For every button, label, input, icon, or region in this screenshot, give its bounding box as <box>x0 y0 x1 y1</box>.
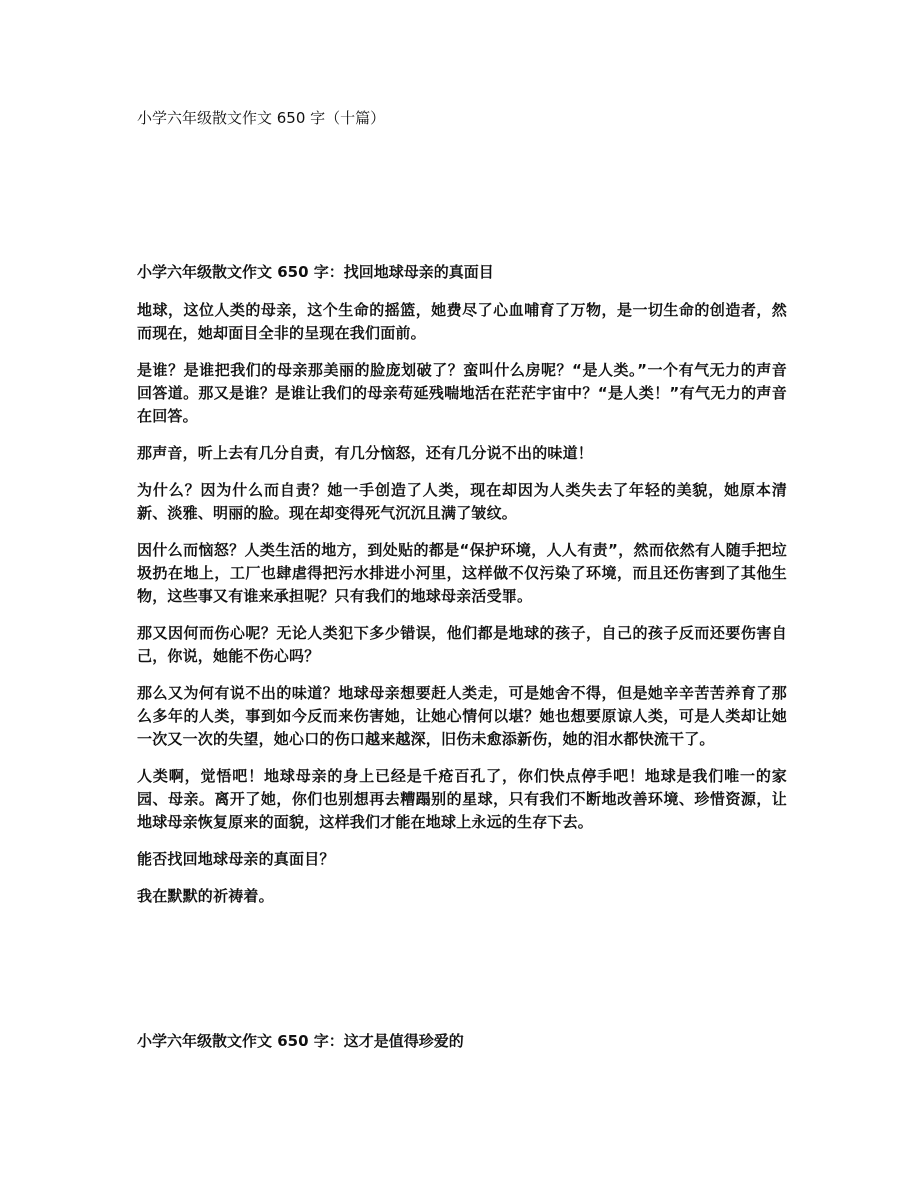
article-paragraph: 能否找回地球母亲的真面目？ <box>137 850 335 868</box>
article-paragraph: 那声音，听上去有几分自责，有几分恼怒，还有几分说不出的味道！ <box>137 444 594 462</box>
article-heading: 小学六年级散文作文 650 字：这才是值得珍爱的 <box>137 1032 464 1050</box>
article-paragraph: 那么又为何有说不出的味道？地球母亲想要赶人类走，可是她舍不得，但是她辛辛苦苦养育了那么多年的人类，事到如今反而来伤害她，让她心情何以堪？她也想要原谅人类，可是人类却让她一次又一次的失望，她心口的伤口越来越深，旧伤未愈添新伤，她的泪水都快流干了。 <box>137 684 787 748</box>
article-paragraph: 因什么而恼怒？人类生活的地方，到处贴的都是“保护环境，人人有责”，然而依然有人随手把垃圾扔在地上，工厂也肆虐得把污水排进小河里，这样做不仅污染了环境，而且还伤害到了其他生物，这些事又有谁来承担呢？只有我们的地球母亲活受罪。 <box>137 541 787 605</box>
article-section <box>137 1031 787 1068</box>
document-title: 小学六年级散文作文 650 字（十篇） <box>137 109 386 127</box>
article-section <box>137 262 787 908</box>
article-paragraph: 我在默默的祈祷着。 <box>137 887 274 905</box>
article-paragraph: 人类啊，觉悟吧！地球母亲的身上已经是千疮百孔了，你们快点停手吧！地球是我们唯一的家园、母亲。离开了她，你们也别想再去糟蹋别的星球，只有我们不断地改善环境、珍惜资源，让地球母亲恢复原来的面貌，这样我们才能在地球上永远的生存下去。 <box>137 767 787 831</box>
article-paragraph: 地球，这位人类的母亲，这个生命的摇篮，她费尽了心血哺育了万物，是一切生命的创造者，然而现在，她却面目全非的呈现在我们面前。 <box>137 301 787 342</box>
article-heading: 小学六年级散文作文 650 字：找回地球母亲的真面目 <box>137 263 494 281</box>
article-paragraph: 那又因何而伤心呢？无论人类犯下多少错误，他们都是地球的孩子，自己的孩子反而还要伤害自己，你说，她能不伤心吗？ <box>137 624 787 665</box>
article-paragraph: 是谁？是谁把我们的母亲那美丽的脸庞划破了？蛮叫什么房呢？“是人类。”一个有气无力的声音回答道。那又是谁？是谁让我们的母亲苟延残喘地活在茫茫宇宙中？“是人类！”有气无力的声音在回答。 <box>137 361 787 425</box>
article-paragraph: 为什么？因为什么而自责？她一手创造了人类，现在却因为人类失去了年轻的美貌，她原本清新、淡雅、明丽的脸。现在却变得死气沉沉且满了皱纹。 <box>137 481 787 522</box>
